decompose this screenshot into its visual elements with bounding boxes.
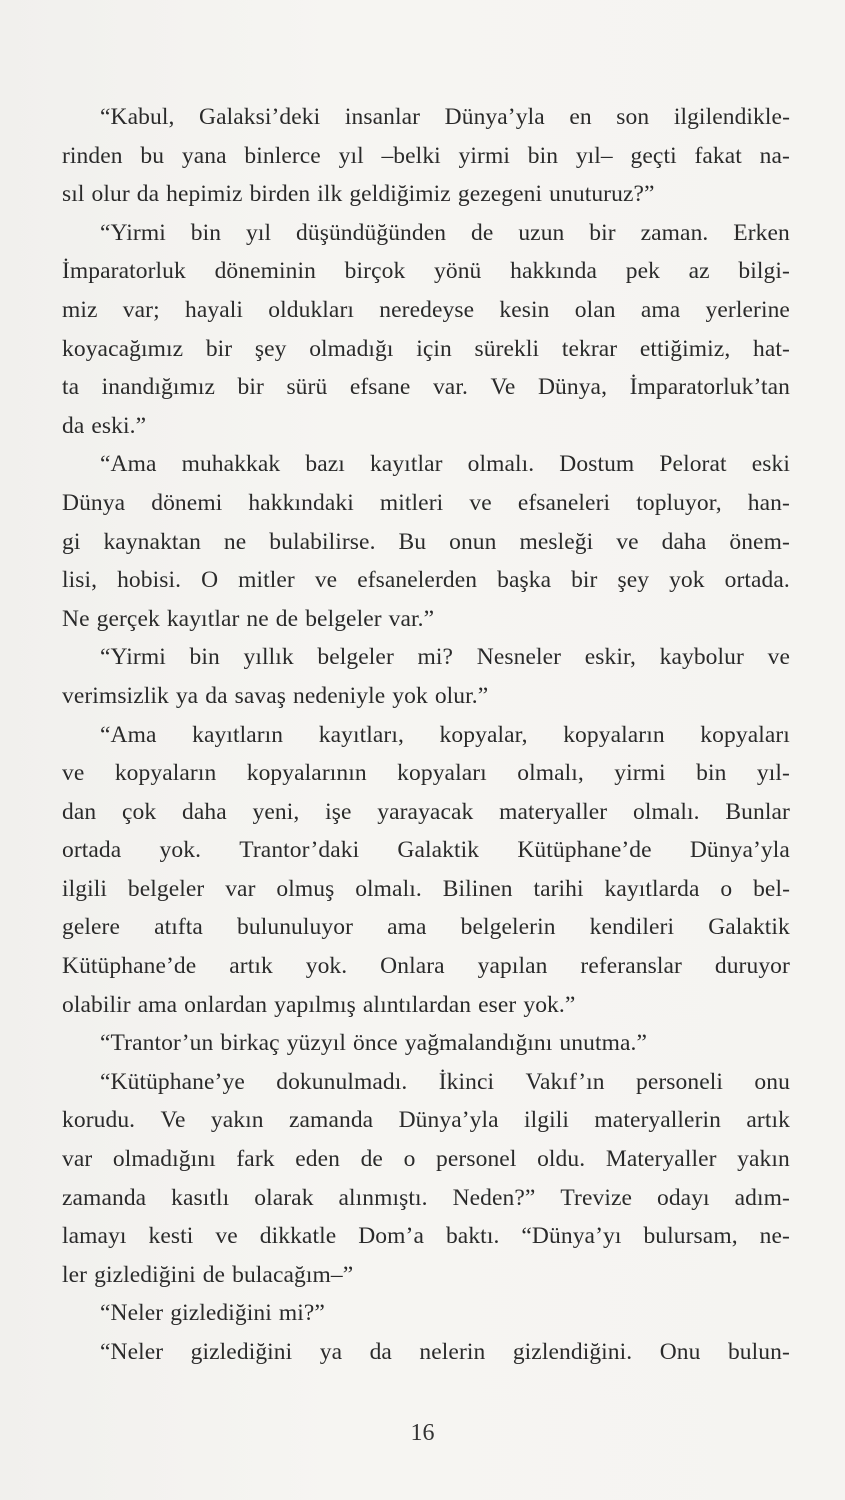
word: yok. — [305, 953, 348, 980]
word: yıllık — [243, 644, 294, 671]
word: sürü — [286, 374, 328, 401]
word: kopyaların — [563, 721, 665, 748]
word: olabilir — [62, 991, 131, 1018]
word: Galaktik — [708, 914, 790, 941]
word: pek — [625, 258, 660, 285]
word: gelere — [62, 914, 120, 941]
word: Bu — [398, 528, 427, 555]
word: o — [403, 1146, 416, 1173]
word: o — [720, 875, 733, 902]
word: yok. — [159, 837, 202, 864]
word: Onlara — [380, 953, 445, 980]
word: unuturuz?” — [549, 181, 655, 208]
word: lisi, — [62, 567, 98, 594]
word: bir — [571, 567, 598, 594]
word: eden — [295, 1146, 340, 1173]
text-line — [62, 1063, 790, 1102]
word: ler — [62, 1261, 88, 1288]
word: onun — [449, 528, 497, 555]
word: Nesneler — [476, 644, 562, 671]
word: hobisi. — [117, 567, 182, 594]
word: olmalı, — [517, 760, 584, 787]
text-line — [62, 947, 790, 986]
word: sürekli — [474, 335, 540, 362]
word: gezegeni — [457, 181, 543, 208]
word: personeli — [635, 1068, 724, 1095]
word: hayali — [184, 296, 244, 323]
word: O — [201, 567, 219, 594]
word: yüzyıl — [286, 1030, 347, 1057]
word: olmuş — [276, 875, 335, 902]
word: “Ama — [100, 451, 157, 478]
word: geçti — [630, 142, 677, 169]
word: için — [416, 335, 452, 362]
word: miz — [62, 296, 98, 323]
word: bulabilirse. — [269, 528, 376, 555]
word: az — [688, 258, 710, 285]
word: Dostum — [559, 451, 635, 478]
word: mesleği — [519, 528, 594, 555]
word: İmparatorluk’tan — [629, 374, 790, 401]
word: gerçek — [96, 605, 160, 632]
word: artık — [229, 953, 273, 980]
word: İkinci — [438, 1068, 495, 1095]
word: zamanda — [62, 1184, 147, 1211]
word: duruyor — [714, 953, 790, 980]
word: Bilinen — [442, 875, 513, 902]
word: ve — [215, 1223, 238, 1250]
word: Dünya — [62, 489, 126, 516]
word: kayıtları, — [318, 721, 404, 748]
word: hakkındaki — [248, 489, 354, 516]
text-line — [62, 600, 790, 639]
word: uzun — [518, 219, 565, 246]
word: bir — [205, 335, 233, 362]
word: dönemi — [151, 489, 223, 516]
word: atıfta — [154, 914, 203, 941]
text-line — [62, 407, 790, 446]
word: kopyaları — [397, 760, 487, 787]
word: ama — [640, 296, 681, 323]
word: yağmalandığını — [404, 1030, 553, 1057]
word: “Yirmi — [100, 644, 166, 671]
word: alıntılardan — [362, 991, 472, 1018]
word: onlardan — [184, 991, 268, 1018]
word: yok — [392, 682, 428, 709]
text-line — [62, 1140, 790, 1179]
word: var. — [432, 374, 468, 401]
text-line — [62, 291, 790, 330]
word: Dünya’yla — [444, 104, 545, 130]
word: kayıtlar — [369, 451, 443, 478]
word: kayıtların — [192, 721, 284, 748]
word: bulacağım–” — [232, 1261, 354, 1288]
word: dokunulmadı. — [276, 1068, 408, 1095]
word: hakkında — [510, 258, 598, 285]
word: rinden — [62, 142, 123, 169]
text-line — [62, 754, 790, 793]
word: mitleri — [379, 489, 444, 516]
word: yok.” — [523, 991, 576, 1018]
word: Dünya’yla — [398, 1107, 499, 1134]
word: bel- — [753, 875, 790, 902]
word: da — [205, 682, 228, 709]
word: birçok — [344, 258, 406, 285]
word: yarayacak — [377, 798, 474, 825]
word: binlerce — [244, 142, 321, 169]
word: bir — [237, 374, 264, 401]
text-line — [62, 638, 790, 677]
word: olarak — [254, 1184, 314, 1211]
text-line — [62, 677, 790, 716]
word: efsanelerden — [357, 567, 478, 594]
word: önem- — [729, 528, 790, 555]
text-line — [62, 986, 790, 1025]
word: hepimiz — [166, 181, 243, 208]
word: yakın — [210, 1107, 264, 1134]
text-line — [62, 330, 790, 369]
word: Kütüphane’de — [62, 953, 197, 980]
word: bulunuluyor — [237, 914, 354, 941]
word: Galaksi’deki — [199, 104, 321, 130]
word: ortada — [62, 837, 122, 864]
word: bilgi- — [738, 258, 790, 285]
word: başka — [497, 567, 552, 594]
word: birden — [249, 181, 311, 208]
word: bulun- — [727, 1339, 790, 1365]
word: kasıtlı — [171, 1184, 230, 1211]
word: oldu. — [537, 1146, 586, 1173]
word: olmadığını — [112, 1146, 216, 1173]
word: olmalı. — [467, 451, 535, 478]
word: yıl — [338, 142, 364, 169]
word: materyaller — [499, 798, 608, 825]
word: mitler — [238, 567, 295, 594]
word: yıl– — [575, 142, 613, 169]
word: ve — [62, 760, 85, 787]
word: Vakıf’ın — [525, 1068, 605, 1095]
word: zamanda — [289, 1107, 374, 1134]
word: “Yirmi — [100, 219, 166, 246]
word: eski — [751, 451, 790, 478]
word: gi — [62, 528, 81, 555]
word: Erken — [733, 219, 790, 246]
word: “Neler — [100, 1300, 164, 1327]
word: korudu. — [62, 1107, 136, 1134]
word: birkaç — [220, 1030, 280, 1057]
text-line — [62, 1024, 790, 1063]
text-line — [62, 137, 790, 176]
word: kesti — [148, 1223, 194, 1250]
word: bin — [189, 644, 220, 671]
text-line — [62, 1217, 790, 1256]
word: Bunlar — [725, 798, 790, 825]
word: yirmi — [458, 142, 510, 169]
word: referanslar — [580, 953, 682, 980]
word: unutma.” — [559, 1030, 648, 1057]
word: Dünya’yla — [689, 837, 790, 864]
word: na- — [759, 142, 790, 169]
word: belgeler — [127, 875, 205, 902]
word: gizlediğini — [94, 1261, 196, 1288]
word: olmalı. — [632, 798, 700, 825]
word: de — [471, 219, 494, 246]
word: bazı — [305, 451, 345, 478]
word: çok — [121, 798, 157, 825]
word: olan — [574, 296, 616, 323]
word: yirmi — [614, 760, 666, 787]
word: ve — [314, 567, 338, 594]
word: döneminin — [214, 258, 316, 285]
word: yakın — [737, 1146, 790, 1173]
word: kopyalar, — [439, 721, 528, 748]
word: zaman. — [640, 219, 709, 246]
word: olmalı. — [355, 875, 422, 902]
word: ama — [137, 991, 178, 1018]
word: ne- — [759, 1223, 790, 1250]
word: Neden?” — [452, 1184, 536, 1211]
word: oldukları — [268, 296, 355, 323]
text-line — [62, 561, 790, 600]
word: fakat — [694, 142, 742, 169]
word: kopyalarının — [246, 760, 367, 787]
word: en — [569, 104, 592, 130]
word: eser — [478, 991, 517, 1018]
word: olmadığı — [309, 335, 394, 362]
word: tarihi — [533, 875, 584, 902]
word: materyallerin — [594, 1107, 721, 1134]
word: insanlar — [344, 104, 421, 130]
word: nedeniyle — [293, 682, 386, 709]
word: topluyor, — [636, 489, 722, 516]
word: mi?” — [278, 1300, 325, 1327]
word: “Kütüphane’ye — [100, 1068, 245, 1095]
word: da — [136, 181, 160, 208]
word: bir — [589, 219, 616, 246]
word: dikkatle — [259, 1223, 337, 1250]
text-line — [62, 445, 790, 484]
word: mi? — [417, 644, 454, 671]
word: Dünya, — [537, 374, 608, 401]
word: Ve — [490, 374, 516, 401]
word: sıl — [62, 181, 85, 208]
word: gizlendiğini. — [512, 1339, 633, 1365]
word: düşündüğünden — [296, 219, 447, 246]
word: lamayı — [62, 1223, 127, 1250]
text-line — [62, 368, 790, 407]
word: da — [369, 1339, 392, 1365]
word: “Ama — [100, 721, 157, 748]
word: bu — [140, 142, 165, 169]
word: ya — [175, 682, 199, 709]
text-line — [62, 252, 790, 291]
word: inandığımız — [101, 374, 216, 401]
word: eski.” — [91, 412, 147, 439]
word: dan — [62, 798, 97, 825]
text-line — [62, 716, 790, 755]
word: Onu — [659, 1339, 701, 1365]
word: ve — [469, 489, 492, 516]
word: muhakkak — [181, 451, 281, 478]
word: var.” — [388, 605, 435, 632]
word: ama — [387, 914, 427, 941]
word: ve — [767, 644, 790, 671]
word: bin — [696, 760, 727, 787]
word: eskir, — [584, 644, 636, 671]
word: ettiğimiz, — [639, 335, 731, 362]
word: han- — [747, 489, 790, 516]
word: bin — [190, 219, 222, 246]
word: efsane — [349, 374, 411, 401]
word: yönü — [434, 258, 482, 285]
word: personel — [436, 1146, 517, 1173]
text-line — [62, 1333, 790, 1372]
word: şey — [617, 567, 650, 594]
word: gizlediğini — [170, 1300, 272, 1327]
word: belgeler — [305, 605, 382, 632]
text-line — [62, 523, 790, 562]
word: nelerin — [419, 1339, 486, 1365]
word: “Kabul, — [100, 104, 175, 130]
word: Pelorat — [659, 451, 727, 478]
word: baktı. — [445, 1223, 500, 1250]
word: ortada. — [724, 567, 790, 594]
text-line — [62, 98, 790, 137]
word: yerlerine — [705, 296, 790, 323]
word: yana — [181, 142, 227, 169]
word: olur.” — [434, 682, 489, 709]
word: gizlediğini — [190, 1339, 293, 1365]
word: ne — [223, 528, 247, 555]
text-line — [62, 1179, 790, 1218]
word: Galaktik — [397, 837, 480, 864]
word: da — [62, 412, 85, 439]
word: adım- — [734, 1184, 790, 1211]
word: ilgili — [62, 875, 107, 902]
word: tekrar — [561, 335, 618, 362]
text-line — [62, 908, 790, 947]
word: odayı — [656, 1184, 710, 1211]
word: kopyaları — [700, 721, 790, 748]
word: de — [275, 605, 299, 632]
page-number: 16 — [410, 1420, 435, 1446]
word: yıl- — [756, 760, 790, 787]
word: var — [225, 875, 256, 902]
word: belgeler — [317, 644, 394, 671]
word: de — [202, 1261, 226, 1288]
text-line — [62, 870, 790, 909]
word: neredeyse — [379, 296, 475, 323]
word: Materyaller — [605, 1146, 717, 1173]
text-line — [62, 214, 790, 253]
word: Ne — [62, 605, 90, 632]
word: bulursam, — [643, 1223, 738, 1250]
word: yapılmış — [274, 991, 356, 1018]
word: yapılan — [477, 953, 548, 980]
word: efsaneleri — [517, 489, 611, 516]
word: kayıtlar — [166, 605, 240, 632]
word: ilk — [317, 181, 343, 208]
word: işe — [325, 798, 352, 825]
word: kaybolur — [659, 644, 744, 671]
word: “Trantor’un — [100, 1030, 214, 1057]
word: son — [616, 104, 650, 130]
word: şey — [254, 335, 287, 362]
word: belgelerin — [460, 914, 556, 941]
word: Dom’a — [358, 1223, 424, 1250]
word: önce — [353, 1030, 398, 1057]
word: bin — [527, 142, 559, 169]
word: ilgilendikle- — [673, 104, 790, 130]
word: kayıtlarda — [604, 875, 700, 902]
word: var — [62, 1146, 93, 1173]
word: verimsizlik — [62, 682, 169, 709]
word: yeni, — [252, 798, 300, 825]
word: fark — [236, 1146, 275, 1173]
text-line — [62, 1294, 790, 1333]
word: olur — [91, 181, 130, 208]
word: “Neler — [100, 1339, 164, 1365]
word: İmparatorluk — [62, 258, 186, 285]
word: koyacağımız — [62, 335, 184, 362]
text-line — [62, 1256, 790, 1295]
word: ya — [319, 1339, 343, 1365]
word: yok — [669, 567, 705, 594]
word: ne — [246, 605, 269, 632]
word: kendileri — [589, 914, 675, 941]
body-text — [62, 98, 790, 1372]
word: ta — [62, 374, 80, 401]
text-line — [62, 831, 790, 870]
word: Kütüphane’de — [517, 837, 652, 864]
word: onu — [754, 1068, 790, 1095]
word: –belki — [381, 142, 441, 169]
word: kesin — [499, 296, 550, 323]
word: alınmıştı. — [338, 1184, 428, 1211]
word: kaynaktan — [103, 528, 201, 555]
word: geldiğimiz — [349, 181, 451, 208]
word: Trantor’daki — [239, 837, 360, 864]
word: ve — [616, 528, 639, 555]
text-line — [62, 484, 790, 523]
word: daha — [661, 528, 707, 555]
word: savaş — [234, 682, 287, 709]
word: yıl — [246, 219, 272, 246]
word: “Dünya’yı — [521, 1223, 622, 1250]
text-line — [62, 175, 790, 214]
word: Trevize — [560, 1184, 633, 1211]
word: var; — [122, 296, 160, 323]
word: artık — [746, 1107, 790, 1134]
word: de — [360, 1146, 383, 1173]
word: ilgili — [524, 1107, 570, 1134]
word: kopyaların — [114, 760, 217, 787]
text-line — [62, 1101, 790, 1140]
word: Ve — [160, 1107, 186, 1134]
word: daha — [181, 798, 227, 825]
text-line — [62, 793, 790, 832]
word: hat- — [752, 335, 790, 362]
